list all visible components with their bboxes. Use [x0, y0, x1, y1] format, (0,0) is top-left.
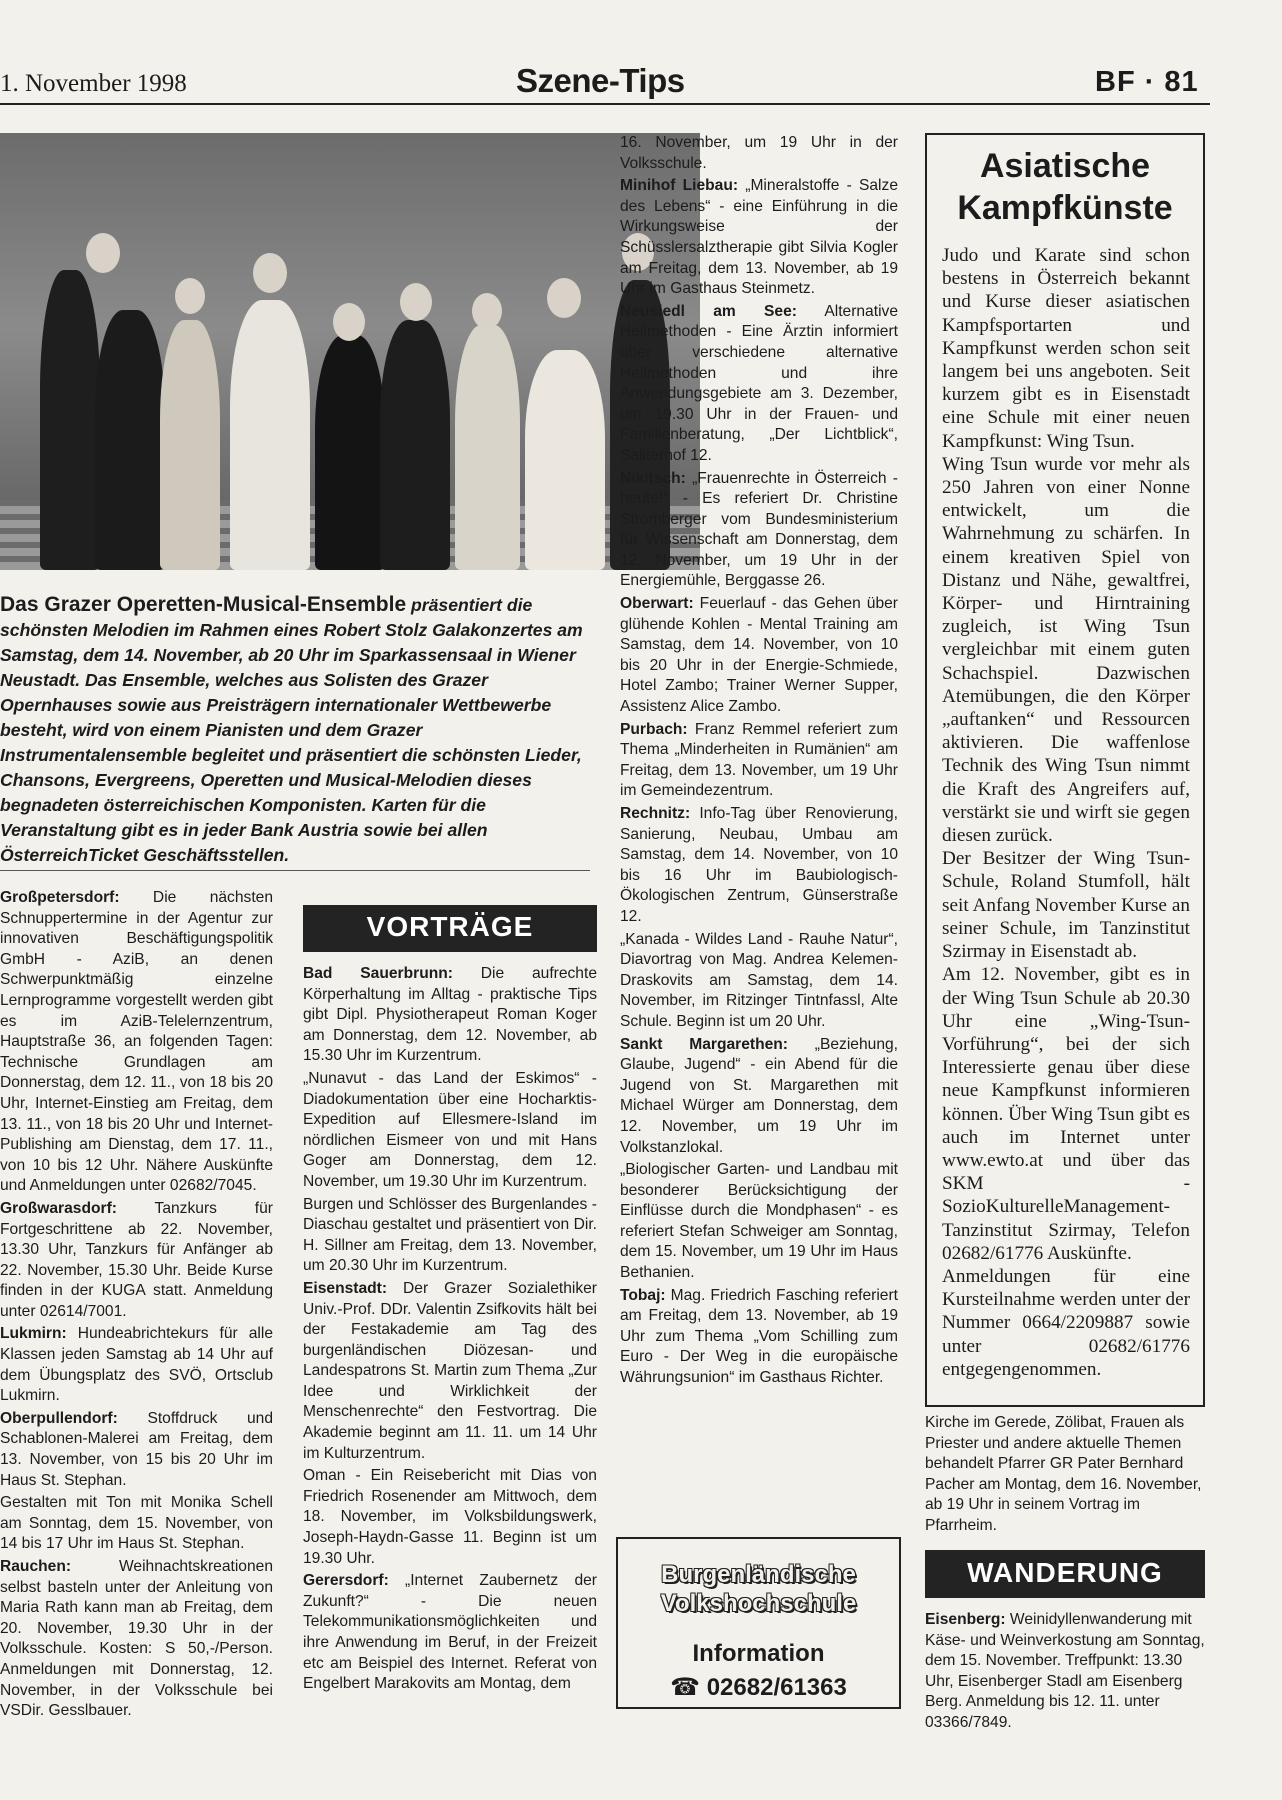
- event-item: [620, 804, 898, 928]
- event-item: [620, 1286, 898, 1389]
- photo-figure: [40, 270, 100, 570]
- kampfkunst-paragraph: Judo und Karate sind schon bestens in Österreich bekannt und Kurse dieser asiatischen Kampfsportarten und Kampfkunst werden schon seit langem bei uns angeboten. Seit kurzem gibt es in Eisenstadt eine Schule mit einer neuen Kampfkunst: Wing Tsun.: [942, 245, 1190, 452]
- kampfkunst-paragraph: Am 12. November, gibt es in der Wing Tsun Schule ab 20.30 Uhr eine „Wing-Tsun-Vorführung“, bei der sich Interessierte genau über diese neue Kampfkunst informieren können. Über Wing Tsun gibt es auch im Internet unter www.ewto.at und über das SKM - SozioKulturelleManagement- Tanzinstitut Szirmay, Telefon 02682/61776 Auskünfte.: [942, 964, 1190, 1264]
- event-place: Purbach:: [620, 720, 688, 738]
- event-item: [0, 1409, 273, 1491]
- event-text: Alternative Heilmethoden - Eine Ärztin informiert über verschiedene alternative Heilmethoden und ihre Anwendungsgebiete am 3. Dezember, um 19.30 Uhr in der Frauen- und Familienberatung, „Der Lichtblick“, Saliterhof 12.: [620, 302, 899, 464]
- event-text: Weihnachtskreationen selbst basteln unter der Anleitung von Maria Rath kann man ab Freitag, dem 20. November, 19.30 Uhr in der Volksschule. Kosten: S 50,-/Person. Anmeldungen mit Donnerstag, 12. November, in der Volksschule bei VSDir. Gesslbauer.: [0, 1558, 273, 1720]
- photo-caption: [0, 592, 590, 868]
- event-place: Minihof Liebau:: [620, 177, 739, 195]
- event-item: [0, 1557, 273, 1722]
- wanderung-heading-box: [925, 1550, 1205, 1598]
- event-text: Franz Remmel referiert zum Thema „Minderheiten in Rumänien“ am Freitag, dem 13. November, um 19 Uhr im Gemeindezentrum.: [620, 720, 898, 800]
- wanderung-heading: WANDERUNG: [967, 1557, 1163, 1588]
- photo-figure: [455, 325, 520, 570]
- event-item: [0, 1493, 273, 1555]
- event-text: „Frauenrechte in Österreich - heute!“ - Es referiert Dr. Christine Stromberger vom Bundesministerium für Wissenschaft am Donnerstag, dem 12. November, um 19 Uhr in der Energiemühle, Berggasse 26.: [620, 469, 898, 590]
- event-item: [620, 1160, 898, 1284]
- event-item: [303, 1069, 597, 1193]
- photo-figure: [230, 300, 310, 570]
- event-text: Die nächsten Schnuppertermine in der Agentur zur innovativen Beschäftigungspolitik GmbH - AziB, an denen Schwerpunktmäßig einzelne Lernprogramme vorgestellt werden gibt es im AziB-Telelernzentrum, Hauptstraße 36, an folgenden Tagen: Technische Grundlagen am Donnerstag, dem 12. 11., von 18 bis 20 Uhr, Internet-Einstieg am Freitag, dem 13. 11., von 18 bis 20 Uhr und Internet-Publishing am Dienstag, dem 17. 11., von 10 bis 12 Uhr. Nähere Auskünfte und Anmeldungen unter 02682/7045.: [0, 889, 273, 1195]
- kampfkunst-title: [925, 145, 1205, 229]
- wanderung-place: Eisenberg:: [925, 1611, 1006, 1628]
- event-item: [303, 1195, 597, 1277]
- vhs-phone: ☎ 02682/61363: [670, 1674, 847, 1701]
- event-item: [620, 720, 898, 802]
- caption-rule: [0, 870, 590, 871]
- wanderung-text: [925, 1610, 1205, 1734]
- event-place: Sankt Margarethen:: [620, 1035, 789, 1053]
- vortraege-column: [303, 964, 597, 1697]
- caption-lead: Das Grazer Operetten-Musical-Ensemble: [0, 593, 407, 616]
- event-place: Rauchen:: [0, 1558, 72, 1575]
- event-place: Eisenstadt:: [303, 1279, 388, 1297]
- event-item: [303, 1571, 597, 1695]
- event-text: Feuerlauf - das Gehen über glühende Kohlen - Mental Training am Samstag, dem 14. November, von 10 bis 20 Uhr in der Energie-Schmiede, Hotel Zambo; Trainer Werner Supper, Assistenz Alice Zambo.: [620, 595, 898, 716]
- header-rule: [0, 103, 1210, 105]
- vortraege-heading-box: [303, 905, 597, 952]
- vhs-info: Information: [692, 1640, 825, 1667]
- event-item: [0, 1324, 273, 1406]
- event-text: Die aufrechte Körperhaltung im Alltag - praktische Tips gibt Dipl. Physiotherapeut Roman Koger am Donnerstag, dem 12. November, ab 15.30 Uhr im Kurzentrum.: [303, 965, 597, 1065]
- photo-figure: [315, 335, 385, 570]
- left-column: [0, 888, 273, 1724]
- event-text: Mag. Friedrich Fasching referiert am Freitag, dem 13. November, ab 19 Uhr zum Thema „Vom Schilling zum Euro - Der Weg in die europäische Währungsunion“ im Gasthaus Richter.: [620, 1286, 898, 1387]
- wanderung-body: Weinidyllenwanderung mit Käse- und Weinverkostung am Sonntag, dem 15. November. Treffpunkt: 13.30 Uhr, Eisenberger Stadl am Eisenberg Berg. Anmeldung bis 12. 11. unter 03366/7849.: [925, 1611, 1205, 1731]
- event-item: [620, 176, 898, 300]
- caption-text: präsentiert die schönsten Melodien im Rahmen eines Robert Stolz Galakonzertes am Samstag, dem 14. November, ab 20 Uhr im Sparkassensaal in Wiener Neustadt. Das Ensemble, welches aus Solisten des Grazer Opernhauses sowie aus Preisträgern internationaler Wettbewerbe besteht, wird von einem Pianisten und dem Grazer Instrumentalensemble begleitet und präsentiert die schönsten Lieder, Chansons, Evergreens, Operetten und Musical-Melodien dieses begnadeten österreichischen Komponisten. Karten für die Veranstaltung gibt es in jeder Bank Austria sowie bei allen ÖsterreichTicket Geschäftsstellen.: [0, 595, 583, 865]
- event-place: Oberpullendorf:: [0, 1409, 118, 1427]
- event-item: [620, 930, 898, 1033]
- vortraege-heading: VORTRÄGE: [366, 911, 534, 942]
- event-text: „Nunavut - das Land der Eskimos“ - Diadokumentation über eine Hocharktis-Expedition auf Ellesmere-Island im nördlichen Eismeer von und mit Hans Goger am Donnerstag, dem 12. November, um 19.30 Uhr im Kurzentrum.: [303, 1069, 597, 1190]
- event-text: 16. November, um 19 Uhr in der Volksschule.: [620, 134, 898, 172]
- event-place: Nikitsch:: [620, 469, 686, 487]
- photo-figure: [160, 320, 220, 570]
- event-text: „Biologischer Garten- und Landbau mit besonderer Berücksichtigung der Einflüsse durch die Mondphasen“ - es referiert Stefan Schweiger am Sonntag, dem 15. November, um 19 Uhr im Haus Bethanien.: [620, 1161, 898, 1282]
- kampfkunst-text: [942, 244, 1190, 1381]
- event-text: Gestalten mit Ton mit Monika Schell am Sonntag, dem 15. November, von 14 bis 17 Uhr im Haus St. Stephan.: [0, 1494, 273, 1553]
- photo-head: [86, 233, 120, 273]
- section-title: Szene-Tips: [516, 62, 685, 99]
- event-place: Neusiedl am See:: [620, 302, 797, 320]
- event-text: „Kanada - Wildes Land - Rauhe Natur“, Diavortrag von Mag. Andrea Kelemen-Draskovits am Samstag, dem 14. November, im Ritzinger Tintnfassl, Alte Schule. Beginn ist um 20 Uhr.: [620, 930, 898, 1030]
- photo-head: [472, 293, 502, 329]
- event-item: [0, 1199, 273, 1323]
- ensemble-photo: [0, 133, 700, 570]
- pfarrer-notice: Kirche im Gerede, Zölibat, Frauen als Priester und andere aktuelle Themen behandelt Pfarrer GR Pater Bernhard Pacher am Montag, dem 16. November, ab 19 Uhr in seinem Vortrag im Pfarrheim.: [925, 1414, 1202, 1534]
- event-item: [303, 1279, 597, 1464]
- event-text: „Internet Zaubernetz der Zukunft?“ - Die neuen Telekommunikationsmöglichkeiten und ihre Anwendung im Beruf, in der Freizeit etc am Beispiel des Internet. Referat von Engelbert Marakovits am Montag, dem: [303, 1572, 597, 1693]
- vhs-line1: Burgenländische: [661, 1561, 856, 1588]
- event-text: Stoffdruck und Schablonen-Malerei am Freitag, dem 13. November, von 15 bis 20 Uhr im Haus St. Stephan.: [0, 1409, 273, 1489]
- photo-head: [333, 303, 365, 341]
- photo-head: [547, 278, 581, 318]
- event-item: [620, 469, 898, 593]
- event-place: Bad Sauerbrunn:: [303, 965, 453, 982]
- event-item: [303, 1466, 597, 1569]
- event-place: Tobaj:: [620, 1286, 666, 1304]
- event-text: Hundeabrichtekurs für alle Klassen jeden Samstag ab 14 Uhr auf dem Übungsplatz des SVÖ, Ortsclub Lukmirn.: [0, 1325, 273, 1405]
- event-item: [620, 302, 898, 467]
- event-text: Info-Tag über Renovierung, Sanierung, Neubau, Umbau am Samstag, dem 14. November, von 10 bis 16 Uhr im Baubiologisch-Ökologischen Zentrum, Günserstraße 12.: [620, 805, 898, 925]
- vhs-line2: Volkshochschule: [660, 1590, 857, 1617]
- kampfkunst-paragraph: Wing Tsun wurde vor mehr als 250 Jahren von einer Nonne entwickelt, um die Wahrnehmung zu schärfen. In einem kreativen Spiel von Distanz und Nähe, gewaltfrei, Körper- und Hirntraining zugleich, ist Wing Tsun vergleichbar mit einem guten Schachspiel. Dazwischen Atemübungen, die den Körper „auftanken“ und Ressourcen aktivieren. Die waffenlose Technik des Wing Tsun nimmt die Kraft des Angreifers auf, verstärkt sie und wirft sie gegen diesen zurück.: [942, 453, 1190, 847]
- event-place: Lukmirn:: [0, 1325, 67, 1343]
- kampfkunst-paragraph: Anmeldungen für eine Kursteilnahme werden unter der Nummer 0664/2209887 sowie unter 02682/61776 entgegengenommen.: [942, 1265, 1190, 1380]
- event-text: „Beziehung, Glaube, Jugend“ - ein Abend für die Jugend von St. Margarethen mit Michael Würger am Donnerstag, dem 12. November, um 19 Uhr im Volkstanzlokal.: [620, 1035, 899, 1156]
- event-place: Großwarasdorf:: [0, 1199, 117, 1217]
- photo-head: [253, 253, 287, 293]
- event-text: Der Grazer Sozialethiker Univ.-Prof. DDr. Valentin Zsifkovits hält bei der Festakademie am Tag des burgenländischen Diözesan- und Landespatrons St. Martin zum Thema „Zur Idee und Wirklichkeit der Menschenrechte“ den Festvortrag. Die Akademie beginnt am 11. 11. um 14 Uhr im Kulturzentrum.: [303, 1279, 597, 1462]
- event-item: [620, 133, 898, 174]
- photo-head: [400, 283, 432, 321]
- photo-figure: [95, 310, 165, 570]
- event-item: [303, 964, 597, 1067]
- event-text: „Mineralstoffe - Salze des Lebens“ - eine Einführung in die Wirkungsweise der Schüsslersalztherapie gibt Silvia Kogler am Freitag, dem 13. November, ab 19 Uhr im Gasthaus Steinmetz.: [620, 177, 898, 298]
- kampfkunst-title-line1: Asiatische: [979, 147, 1151, 185]
- photo-head: [175, 278, 205, 314]
- photo-figure: [380, 320, 450, 570]
- event-item: [0, 888, 273, 1197]
- event-place: Oberwart:: [620, 595, 694, 613]
- event-text: Tanzkurs für Fortgeschrittene ab 22. November, 13.30 Uhr, Tanzkurs für Anfänger ab 22. November, 15.30 Uhr. Beide Kurse finden in der KUGA statt. Anmeldung unter 02614/7001.: [0, 1199, 273, 1320]
- event-text: Burgen und Schlösser des Burgenlandes - Diaschau gestaltet und präsentiert von Dir. H. Sillner am Freitag, dem 13. November, um 20.30 Uhr im Kurzentrum.: [303, 1195, 597, 1275]
- page-number: BF · 81: [1095, 66, 1199, 98]
- event-text: Oman - Ein Reisebericht mit Dias von Friedrich Rosenender am Mittwoch, dem 18. November, im Volksbildungswerk, Joseph-Haydn-Gasse 11. Beginn ist um 19.30 Uhr.: [303, 1467, 597, 1567]
- photo-figure: [525, 350, 605, 570]
- right-column: [620, 133, 898, 1391]
- event-place: Großpetersdorf:: [0, 889, 120, 906]
- event-item: [620, 1035, 898, 1159]
- header-date: 1. November 1998: [0, 70, 187, 97]
- kampfkunst-title-line2: Kampfkünste: [957, 189, 1173, 227]
- event-item: [620, 594, 898, 718]
- event-place: Rechnitz:: [620, 805, 691, 822]
- event-place: Gerersdorf:: [303, 1572, 389, 1590]
- vhs-ad-title: [616, 1560, 901, 1618]
- kampfkunst-paragraph: Der Besitzer der Wing Tsun-Schule, Roland Stumfoll, hält seit Anfang November Kurse an seiner Schule, im Tanzinstitut Szirmay in Eisenstadt ab.: [942, 848, 1190, 963]
